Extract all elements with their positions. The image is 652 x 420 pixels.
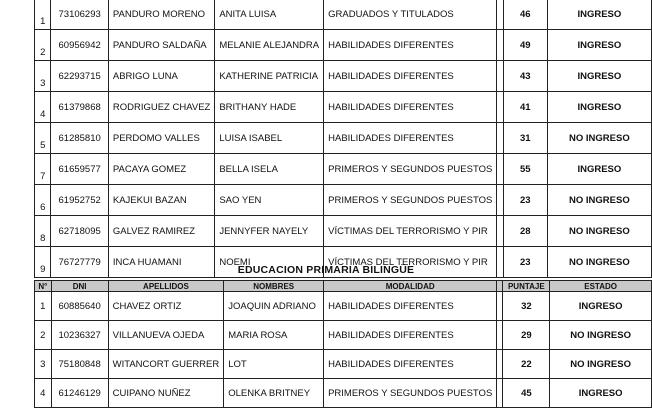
cell-number: 2: [35, 30, 51, 61]
results-table-1-body: [35, 0, 652, 278]
cell-puntaje: 31: [503, 123, 547, 154]
cell-number: 4: [35, 379, 52, 408]
table-row: [35, 379, 652, 408]
cell-modalidad: GRADUADOS Y TITULADOS: [324, 0, 497, 30]
cell-nombres: MELANIE ALEJANDRA: [215, 30, 324, 61]
cell-dni: 60885640: [51, 292, 108, 321]
cell-modalidad: HABILIDADES DIFERENTES: [324, 123, 497, 154]
cell-estado: NO INGRESO: [547, 216, 651, 247]
cell-apellidos: RODRIGUEZ CHAVEZ: [108, 92, 214, 123]
cell-number: 1: [35, 0, 51, 30]
cell-apellidos: PANDURO MORENO: [108, 0, 214, 30]
cell-dni: 61659577: [51, 154, 108, 185]
cell-modalidad: VÍCTIMAS DEL TERRORISMO Y PIR: [324, 216, 497, 247]
cell-puntaje: 41: [503, 92, 547, 123]
cell-nombres: LOT: [224, 350, 324, 379]
cell-estado: INGRESO: [547, 154, 651, 185]
table-header-row: [35, 281, 652, 292]
cell-number: 6: [35, 185, 51, 216]
cell-modalidad: PRIMEROS Y SEGUNDOS PUESTOS: [324, 379, 497, 408]
header-dni: DNI: [51, 281, 108, 292]
results-table-2: [34, 280, 652, 408]
cell-modalidad: PRIMEROS Y SEGUNDOS PUESTOS: [324, 185, 497, 216]
cell-puntaje: 28: [503, 216, 547, 247]
table-row: [35, 321, 652, 350]
cell-number: 4: [35, 92, 51, 123]
cell-gap: [497, 30, 504, 61]
table-row: [35, 123, 652, 154]
cell-nombres: ANITA LUISA: [215, 0, 324, 30]
header-n: N°: [35, 281, 52, 292]
cell-gap: [497, 61, 504, 92]
cell-apellidos: INCA HUAMANI: [108, 247, 214, 278]
table-row: [35, 92, 652, 123]
cell-puntaje: 55: [503, 154, 547, 185]
results-table-1: [34, 0, 652, 278]
cell-gap: [497, 123, 504, 154]
cell-nombres: BRITHANY HADE: [215, 92, 324, 123]
cell-number: 2: [35, 321, 52, 350]
cell-dni: 61952752: [51, 185, 108, 216]
cell-dni: 75180848: [51, 350, 108, 379]
results-table-2-body: [35, 292, 652, 408]
cell-gap: [497, 0, 504, 30]
table-row: [35, 185, 652, 216]
cell-modalidad: HABILIDADES DIFERENTES: [324, 350, 497, 379]
cell-modalidad: PRIMEROS Y SEGUNDOS PUESTOS: [324, 154, 497, 185]
cell-number: 3: [35, 350, 52, 379]
table-row: [35, 292, 652, 321]
cell-number: 1: [35, 292, 52, 321]
cell-estado: INGRESO: [550, 379, 652, 408]
cell-modalidad: HABILIDADES DIFERENTES: [324, 30, 497, 61]
header-nombres: NOMBRES: [224, 281, 324, 292]
cell-nombres: JENNYFER NAYELY: [215, 216, 324, 247]
table-row: [35, 154, 652, 185]
cell-dni: 73106293: [51, 0, 108, 30]
cell-puntaje: 22: [503, 350, 550, 379]
cell-estado: NO INGRESO: [547, 185, 651, 216]
cell-nombres: BELLA ISELA: [215, 154, 324, 185]
cell-estado: INGRESO: [547, 61, 651, 92]
cell-estado: NO INGRESO: [550, 350, 652, 379]
cell-number: 5: [35, 123, 51, 154]
cell-dni: 10236327: [51, 321, 108, 350]
header-puntaje: PUNTAJE: [503, 281, 550, 292]
cell-estado: INGRESO: [547, 0, 651, 30]
cell-apellidos: ABRIGO LUNA: [108, 61, 214, 92]
header-estado: ESTADO: [550, 281, 652, 292]
cell-puntaje: 23: [503, 185, 547, 216]
cell-dni: 61379868: [51, 92, 108, 123]
cell-apellidos: VILLANUEVA OJEDA: [108, 321, 224, 350]
cell-nombres: LUISA ISABEL: [215, 123, 324, 154]
cell-modalidad: VÍCTIMAS DEL TERRORISMO Y PIR: [324, 247, 497, 278]
cell-apellidos: WITANCORT GUERRER: [108, 350, 224, 379]
cell-modalidad: HABILIDADES DIFERENTES: [324, 61, 497, 92]
cell-nombres: NOEMI: [215, 247, 324, 278]
cell-dni: 61285810: [51, 123, 108, 154]
cell-nombres: SAO YEN: [215, 185, 324, 216]
cell-dni: 61246129: [51, 379, 108, 408]
cell-gap: [497, 154, 504, 185]
cell-dni: 62718095: [51, 216, 108, 247]
cell-nombres: MARIA ROSA: [224, 321, 324, 350]
table-row: [35, 61, 652, 92]
cell-puntaje: 45: [503, 379, 550, 408]
cell-apellidos: CHAVEZ ORTIZ: [108, 292, 224, 321]
header-modalidad: MODALIDAD: [324, 281, 497, 292]
cell-puntaje: 23: [503, 247, 547, 278]
cell-number: 7: [35, 154, 51, 185]
cell-apellidos: KAJEKUI BAZAN: [108, 185, 214, 216]
section-title: EDUCACION PRIMARIA BILINGÜE: [237, 264, 415, 276]
cell-nombres: KATHERINE PATRICIA: [215, 61, 324, 92]
cell-apellidos: PANDURO SALDAÑA: [108, 30, 214, 61]
cell-estado: NO INGRESO: [550, 321, 652, 350]
cell-modalidad: HABILIDADES DIFERENTES: [324, 321, 497, 350]
cell-puntaje: 29: [503, 321, 550, 350]
cell-apellidos: PACAYA GOMEZ: [108, 154, 214, 185]
table-row: [35, 350, 652, 379]
cell-apellidos: CUIPANO NUÑEZ: [108, 379, 224, 408]
table-row: [35, 0, 652, 30]
cell-apellidos: GALVEZ RAMIREZ: [108, 216, 214, 247]
table-row: [35, 30, 652, 61]
cell-modalidad: HABILIDADES DIFERENTES: [324, 292, 497, 321]
cell-number: 9: [35, 247, 51, 278]
cell-puntaje: 32: [503, 292, 550, 321]
cell-dni: 60956942: [51, 30, 108, 61]
cell-estado: NO INGRESO: [547, 247, 651, 278]
cell-estado: NO INGRESO: [547, 123, 651, 154]
cell-estado: INGRESO: [547, 30, 651, 61]
cell-number: 8: [35, 216, 51, 247]
cell-estado: INGRESO: [550, 292, 652, 321]
cell-puntaje: 46: [503, 0, 547, 30]
cell-nombres: OLENKA BRITNEY: [224, 379, 324, 408]
cell-puntaje: 43: [503, 61, 547, 92]
cell-nombres: JOAQUIN ADRIANO: [224, 292, 324, 321]
cell-gap: [497, 92, 504, 123]
cell-gap: [497, 216, 504, 247]
cell-estado: INGRESO: [547, 92, 651, 123]
cell-dni: 62293715: [51, 61, 108, 92]
cell-modalidad: HABILIDADES DIFERENTES: [324, 92, 497, 123]
cell-number: 3: [35, 61, 51, 92]
cell-dni: 76727779: [51, 247, 108, 278]
table-row: [35, 216, 652, 247]
header-apellidos: APELLIDOS: [108, 281, 224, 292]
cell-puntaje: 49: [503, 30, 547, 61]
cell-gap: [497, 185, 504, 216]
cell-apellidos: PERDOMO VALLES: [108, 123, 214, 154]
